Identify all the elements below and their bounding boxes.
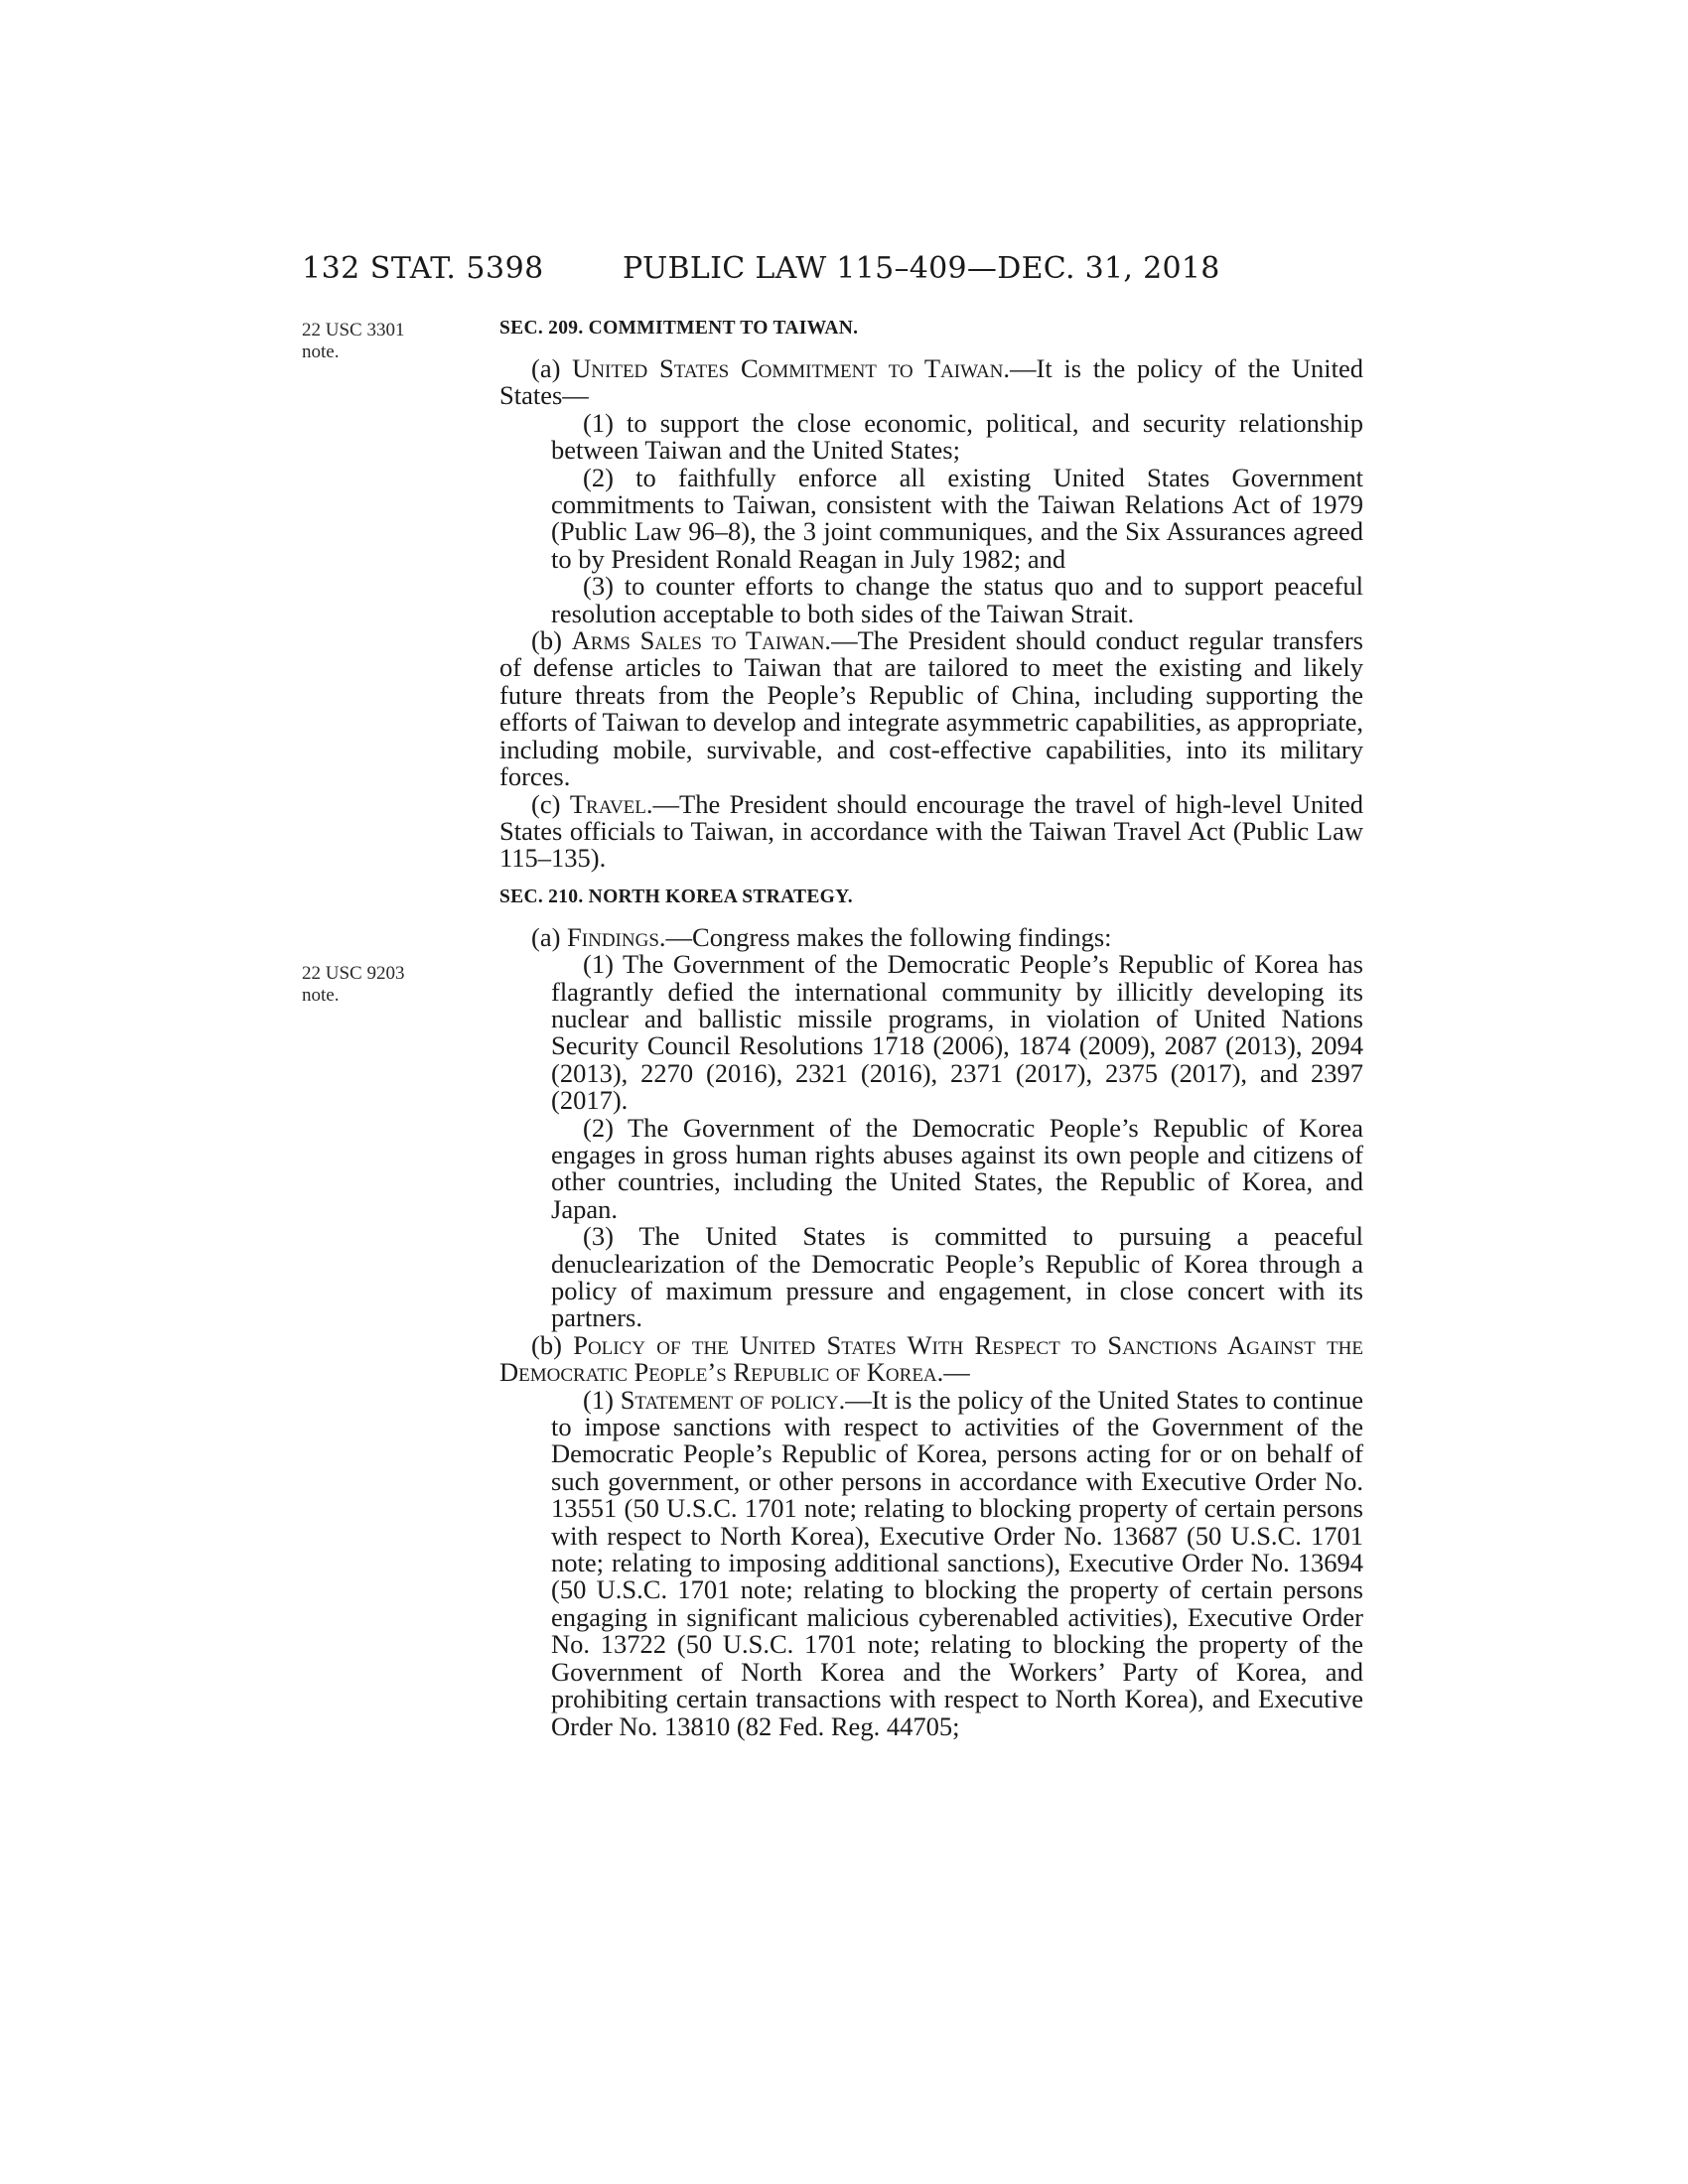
section-210-heading: SEC. 210. NORTH KOREA STRATEGY. [499, 886, 853, 907]
subsection-caption: Arms Sales to Taiwan. [571, 625, 832, 656]
sec210-subsection-a: (a) Findings.—Congress makes the following findings: [531, 921, 1112, 952]
sec209-paragraph-a3: (3) to counter efforts to change the status quo and to support peaceful resolution acceptable to both sides of the Taiwan Strait. [551, 571, 1363, 628]
margin-citation-sec210 [302, 963, 404, 1007]
document-body [499, 318, 1363, 1740]
sec210-paragraph-b1: (1) Statement of policy.—It is the policy of the United States to continue to impose sanctions with respect to activities of the Government of the Democratic People’s Republic of Korea, persons acting for or on behalf of such government, or other persons in accordance with Executive Order No. 13551 (50 U.S.C. 1701 note; relating to blocking property of certain persons with respect to North Korea), Executive Order No. 13687 (50 U.S.C. 1701 note; relating to imposing additional sanctions), Executive Order No. 13694 (50 U.S.C. 1701 note; relating to blocking the property of certain persons engaging in significant malicious cyberenabled activities), Executive Order No. 13722 (50 U.S.C. 1701 note; relating to blocking the property of the Government of North Korea and the Workers’ Party of Korea, and prohibiting certain transactions with respect to North Korea), and Executive Order No. 13810 (82 Fed. Reg. 44705; [551, 1384, 1363, 1741]
sec209-subsection-a: (a) United States Commitment to Taiwan.—It is the policy of the United States— [499, 353, 1363, 411]
subsection-caption: Travel. [569, 788, 653, 819]
margin-citation-line: 22 USC 9203 [302, 963, 405, 984]
running-header-title: PUBLIC LAW 115–409—DEC. 31, 2018 [623, 251, 1220, 286]
sec210-subsection-b: (b) Policy of the United States With Respect to Sanctions Against the Democratic People’s Republic of Korea.— [499, 1329, 1363, 1388]
sec209-paragraph-a2: (2) to faithfully enforce all existing United States Government commitments to Taiwan, consistent with the Taiwan Relations Act of 1979 (Public Law 96–8), the 3 joint communiques, and the Six Assurances agreed to by President Ronald Reagan in July 1982; and [551, 462, 1363, 574]
subsection-caption: United States Commitment to Taiwan. [572, 353, 1011, 383]
margin-citation-sec209 [302, 320, 404, 363]
margin-citation-line: 22 USC 3301 [302, 320, 405, 341]
section-209-heading: SEC. 209. COMMITMENT TO TAIWAN. [499, 318, 859, 339]
sec209-subsection-c: (c) Travel.—The President should encourage the travel of high-level United States officials to Taiwan, in accordance with the Taiwan Travel Act (Public Law 115–135). [499, 788, 1363, 874]
statute-page-number: 132 STAT. 5398 [302, 251, 544, 286]
sec209-paragraph-a1: (1) to support the close economic, political, and security relationship between Taiwan and the United States; [551, 407, 1363, 466]
subsection-caption: Findings. [567, 921, 666, 952]
sec210-paragraph-a2: (2) The Government of the Democratic People’s Republic of Korea engages in gross human rights abuses against its own people and citizens of other countries, including the United States, the Republic of Korea, and Japan. [551, 1112, 1363, 1224]
sec210-paragraph-a3: (3) The United States is committed to pursuing a peaceful denuclearization of the Democratic People’s Republic of Korea through a policy of maximum pressure and engagement, in close concert with its partners. [551, 1221, 1363, 1333]
subsection-caption: Statement of policy. [620, 1384, 846, 1415]
margin-citation-note: note. [302, 985, 340, 1006]
subsection-caption: Policy of the United States With Respect to Sanctions Against the Democratic People’s Republic of Korea. [499, 1329, 1363, 1388]
sec210-paragraph-a1: (1) The Government of the Democratic People’s Republic of Korea has flagrantly defied the international community by illicitly developing its nuclear and ballistic missile programs, in violation of United Nations Security Council Resolutions 1718 (2006), 1874 (2009), 2087 (2013), 2094 (2013), 2270 (2016), 2321 (2016), 2371 (2017), 2375 (2017), and 2397 (2017). [551, 949, 1363, 1116]
margin-citation-note: note. [302, 341, 340, 362]
sec209-subsection-b: (b) Arms Sales to Taiwan.—The President should conduct regular transfers of defense articles to Taiwan that are tailored to meet the existing and likely future threats from the People’s Republic of China, including supporting the efforts of Taiwan to develop and integrate asymmetric capabilities, as appropriate, including mobile, survivable, and cost-effective capabilities, into its military forces. [499, 625, 1363, 792]
